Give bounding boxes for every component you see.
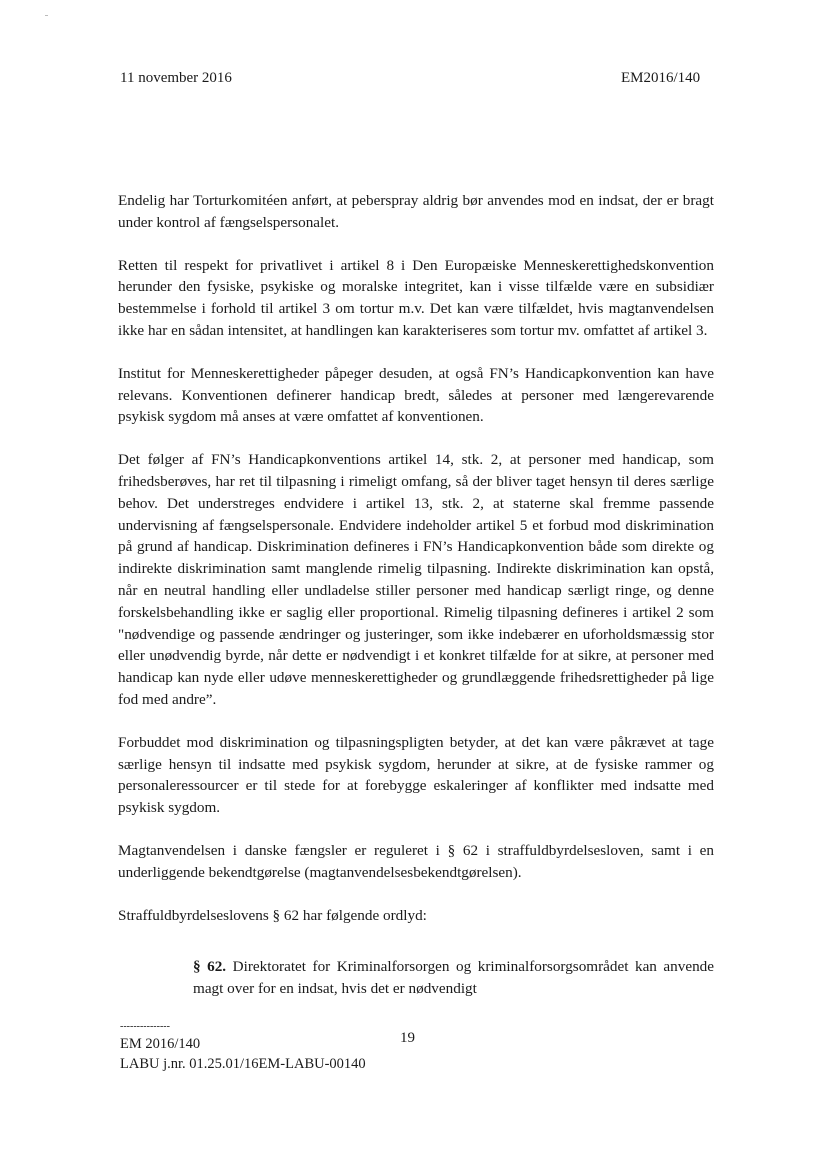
document-body [118,190,714,947]
paragraph: Institut for Menneskerettigheder påpeger desuden, at også FN’s Handicapkonvention kan have relevans. Konventionen definerer handicap bredt, således at personer med længerevarende psykisk sygdom må anses at være omfattet af konventionen. [118,364,714,426]
header-date: 11 november 2016 [120,70,232,86]
law-section-number: § 62. [193,958,227,975]
paragraph: Retten til respekt for privatlivet i artikel 8 i Den Europæiske Menneskerettighedskonvention herunder den fysiske, psykiske og moralske integritet, kan i visse tilfælde være en subsidiær bestemmelse i forhold til artikel 3 om tortur m.v. Det kan være tilfældet, hvis magtanvendelsen ikke har en sådan intensitet, at handlingen kan karakteriseres som tortur mv. omfattet af artikel 3. [118,256,714,339]
paragraph: Magtanvendelsen i danske fængsler er reguleret i § 62 i straffuldbyrdelsesloven, samt i en underliggende bekendtgørelse (magtanvendelsesbekendtgørelsen). [118,841,714,881]
scan-speck [45,15,48,16]
header-reference: EM2016/140 [621,70,701,86]
paragraph: Forbuddet mod diskrimination og tilpasningspligten betyder, at det kan være påkrævet at tage særlige hensyn til indsatte med psykisk sygdom, herunder at sikre, at de fysiske rammer og personaleressourcer er til stede for at forebygge eskaleringer af konflikter med indsatte med psykisk sygdom. [118,733,714,817]
footer-doc-ref: EM 2016/140 [120,1036,201,1052]
paragraph: Det følger af FN’s Handicapkonventions artikel 14, stk. 2, at personer med handicap, som frihedsberøves, har ret til tilpasning i rimeligt omfang, så der bliver taget hensyn til deres særlige behov. Det understreges endvidere i artikel 13, stk. 2, at staterne skal fremme passende undervisning af fængselspersonale. Endvidere indeholder artikel 5 et forbud mod diskrimination på grund af handicap. Diskrimination defineres i FN’s Handicapkonvention både som direkte og indirekte diskrimination samt manglende rimelig tilpasning. Indirekte diskrimination kan opstå, når en neutral handling eller undladelse stiller personer med handicap særligt ringe, og denne forskelsbehandling ikke er saglig eller proportional. Rimelig tilpasning defineres i artikel 2 som "nødvendige og passende ændringer og justeringer, som ikke indebærer en uforholdsmæssig stor eller unødvendig byrde, når dette er nødvendigt i et konkret tilfælde for at sikre, at personer med handicap kan nyde eller udøve menneskerettigheder og grundlæggende frihedsrettigheder på lige fod med andre”. [118,451,714,708]
page-number: 19 [400,1030,415,1046]
footer-rule: --------------- [120,1021,170,1032]
paragraph: Straffuldbyrdelseslovens § 62 har følgende ordlyd: [118,906,427,924]
footer [120,1020,366,1074]
law-quote [193,956,714,1000]
footer-journal-number: LABU j.nr. 01.25.01/16EM-LABU-00140 [120,1056,366,1072]
law-quote-text: Direktoratet for Kriminalforsorgen og kriminalforsorgsområdet kan anvende magt over for en indsat, hvis det er nødvendigt [193,958,715,997]
paragraph: Endelig har Torturkomitéen anført, at peberspray aldrig bør anvendes mod en indsat, der er bragt under kontrol af fængselspersonalet. [118,192,714,231]
